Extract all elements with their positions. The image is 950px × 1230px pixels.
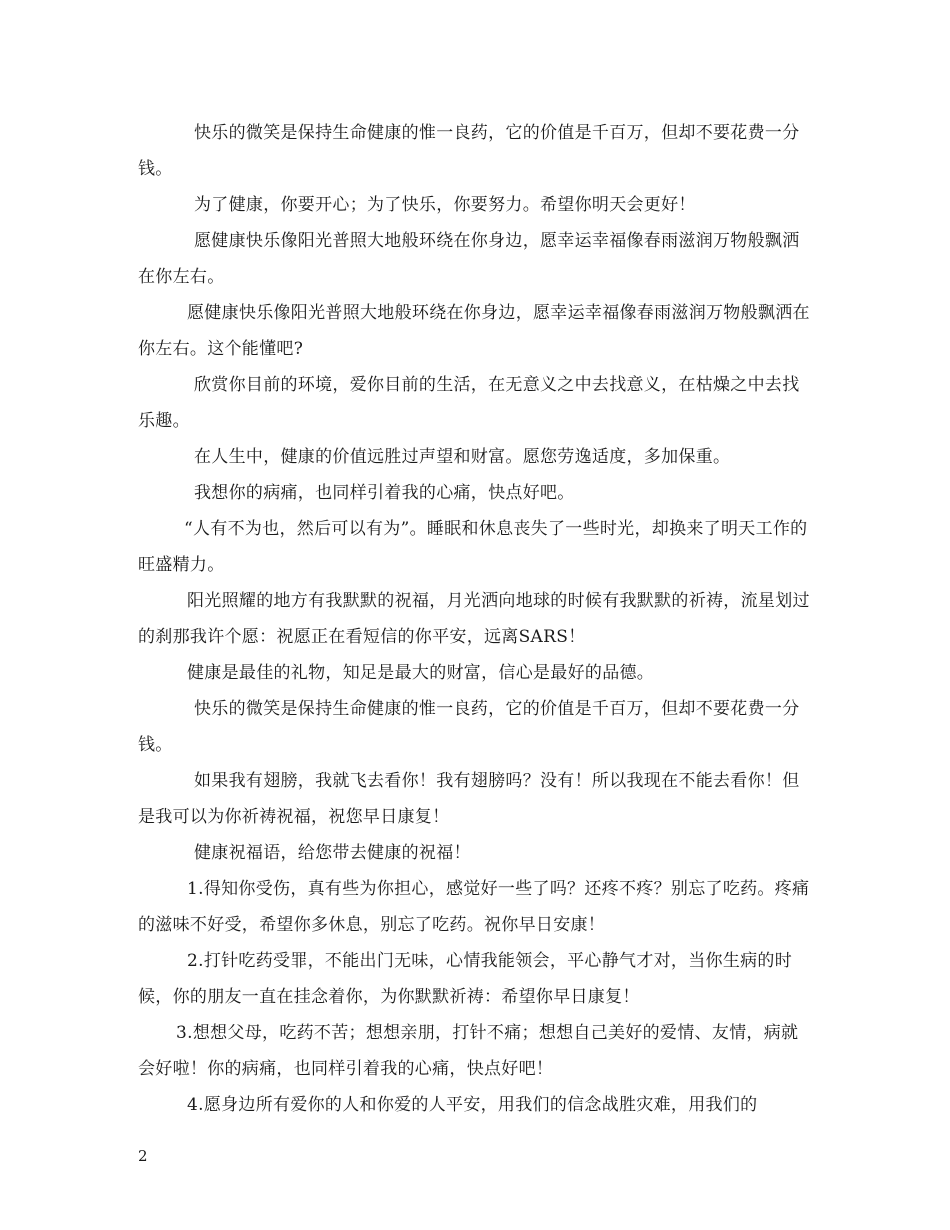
page-number: 2 xyxy=(138,1147,148,1165)
paragraph: “人有不为也，然后可以有为”。睡眠和休息丧失了一些时光，却换来了明天工作的旺盛精力。 xyxy=(138,519,808,575)
paragraph: 愿健康快乐像阳光普照大地般环绕在你身边，愿幸运幸福像春雨滋润万物般飘洒在你左右。 xyxy=(138,231,800,287)
paragraph: 健康祝福语，给您带去健康的祝福！ xyxy=(194,843,471,863)
list-item: 1.得知你受伤，真有些为你担心，感觉好一些了吗？还疼不疼？别忘了吃药。疼痛的滋味不好受，希望你多休息，别忘了吃药。祝你早日安康！ xyxy=(138,879,810,935)
paragraph: 愿健康快乐像阳光普照大地般环绕在你身边，愿幸运幸福像春雨滋润万物般飘洒在你左右。这个能懂吧? xyxy=(138,303,810,359)
paragraph: 欣赏你目前的环境，爱你目前的生活，在无意义之中去找意义，在枯燥之中去找乐趣。 xyxy=(138,375,800,431)
paragraph: 为了健康，你要开心；为了快乐，你要努力。希望你明天会更好！ xyxy=(194,195,696,215)
list-item: 2.打针吃药受罪，不能出门无味，心情我能领会，平心静气才对，当你生病的时候，你的朋友一直在挂念着你，为你默默祈祷：希望你早日康复！ xyxy=(138,951,793,1007)
list-item: 3.想想父母，吃药不苦；想想亲朋，打针不痛；想想自己美好的爱情、友情，病就会好啦！你的病痛，也同样引着我的心痛，快点好吧！ xyxy=(138,1023,799,1079)
paragraph: 阳光照耀的地方有我默默的祝福，月光洒向地球的时候有我默默的祈祷，流星划过的刹那我许个愿：祝愿正在看短信的你平安，远离SARS！ xyxy=(138,591,810,647)
paragraph: 快乐的微笑是保持生命健康的惟一良药，它的价值是千百万，但却不要花费一分钱。 xyxy=(138,123,800,179)
document-body xyxy=(138,115,814,1123)
paragraph: 在人生中，健康的价值远胜过声望和财富。愿您劳逸适度，多加保重。 xyxy=(194,447,731,467)
paragraph: 健康是最佳的礼物，知足是最大的财富，信心是最好的品德。 xyxy=(187,663,655,683)
list-item: 4.愿身边所有爱你的人和你爱的人平安，用我们的信念战胜灾难，用我们的 xyxy=(187,1095,758,1115)
paragraph: 快乐的微笑是保持生命健康的惟一良药，它的价值是千百万，但却不要花费一分钱。 xyxy=(138,699,800,755)
paragraph: 我想你的病痛，也同样引着我的心痛，快点好吧。 xyxy=(194,483,575,503)
paragraph: 如果我有翅膀，我就飞去看你！我有翅膀吗？没有！所以我现在不能去看你！但是我可以为你祈祷祝福，祝您早日康复！ xyxy=(138,771,800,827)
